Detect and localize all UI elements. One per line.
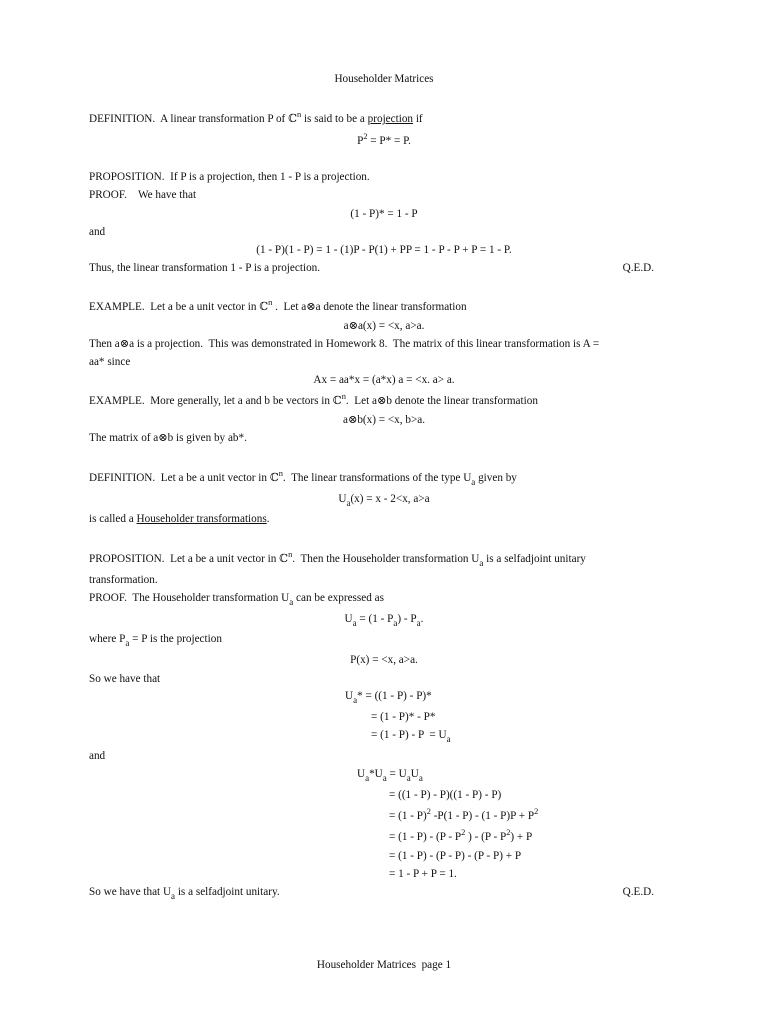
proposition-2-line-2: transformation. [89, 574, 158, 586]
and-text-2: and [89, 750, 106, 762]
householder-term: Householder transformations [136, 513, 267, 525]
tensor-symbol: ⊗ [306, 301, 316, 313]
mult-line-1: $U_a*U_a = U_aU_a$ [357, 768, 423, 783]
proof-2-equation-1: $U_a = (1 - P_a) - P_a$. [344, 613, 424, 628]
example-1-line-2: Then a⊗a is a projection. This was demonstrated in Homework 8. The matrix of this linear transformation is A = [89, 338, 600, 350]
example-2-equation: a⊗b(x) = <x, b>a. [342, 414, 426, 426]
proof-2-conclusion: So we have that $U_a$ is a selfadjoint unitary. [89, 886, 280, 901]
qed-2: Q.E.D. [622, 886, 654, 898]
proposition-1: PROPOSITION. If P is a projection, then 1 - P is a projection. [89, 171, 370, 183]
example-2-matrix: The matrix of a⊗b is given by ab*. [89, 432, 247, 444]
definition-householder: DEFINITION. Let a be a unit vector in ℂ$^n$. The linear transformations of the type $U_a$ given by [89, 469, 517, 487]
example-1-equation-2: Ax = aa*x = (a*x) a = <x. a> a. [313, 374, 455, 386]
page-footer: Householder Matrices page 1 [316, 959, 452, 971]
example-1-line-3: aa* since [89, 356, 131, 368]
proof-2-label: PROOF. The Householder transformation $U_a$ can be expressed as [89, 592, 384, 607]
householder-equation: $U_a(x) = x - 2<x$, a>a [338, 493, 430, 508]
proof-1-equation-1: (1 - P)* = 1 - P [350, 208, 418, 220]
star-line-3: = $(1 - P) - P = U_a$ [371, 729, 451, 744]
and-text: and [89, 226, 106, 238]
mult-line-5: = (1 - P) - (P - P) - (P - P) + P [389, 850, 522, 862]
so-we-have-that: So we have that [89, 673, 161, 685]
mult-line-6: = 1 - P + P = 1. [389, 868, 457, 880]
proposition-2: PROPOSITION. Let a be a unit vector in ℂ$^n$. Then the Householder transformation $U_a$ is a selfadjoint unitary [89, 550, 586, 568]
mult-line-4: = $(1 - P) - (P - P^2$ ) - $(P - P^2) + P$ [389, 828, 533, 843]
householder-called: is called a Householder transformations. [89, 513, 270, 525]
complex-numbers-symbol: ℂ [288, 113, 297, 125]
page-title: Householder Matrices [334, 73, 434, 85]
star-line-2: = (1 - P)* - P* [371, 711, 436, 723]
where-text: where $P_a = P$ is the projection [89, 633, 222, 648]
mult-line-2: = ((1 - P) - P)((1 - P) - P) [389, 789, 502, 801]
mult-line-3: = (1 - P)$^2$ $-P(1 - P) - (1 - P)P + P^2$ [389, 807, 539, 822]
example-1: EXAMPLE. Let a be a unit vector in ℂ$^n$ . Let a⊗a denote the linear transformation [89, 298, 467, 313]
projection-equation: $P^2 = P* = P$. [357, 132, 411, 147]
proof-2-equation-2: P(x) = <x, a>a. [350, 654, 418, 666]
qed-1: Q.E.D. [622, 262, 654, 274]
projection-term: projection [367, 113, 414, 125]
star-line-1: $U_a* = ((1 - P) - P)*$ [345, 690, 432, 705]
proof-1-conclusion: Thus, the linear transformation 1 - P is a projection. [89, 262, 321, 274]
definition-projection: DEFINITION. A linear transformation P of ℂ$^n$ is said to be a projection if [89, 110, 423, 125]
proof-1-equation-2: (1 - P)(1 - P) = 1 - (1)P - P(1) + PP = 1 - P - P + P = 1 - P. [256, 244, 512, 256]
example-2: EXAMPLE. More generally, let a and b be vectors in ℂ$^n$. Let a⊗b denote the linear transformation [89, 392, 538, 407]
proof-1-label: PROOF. We have that [89, 189, 197, 201]
example-1-equation: a⊗a(x) = <x, a>a. [343, 320, 425, 332]
